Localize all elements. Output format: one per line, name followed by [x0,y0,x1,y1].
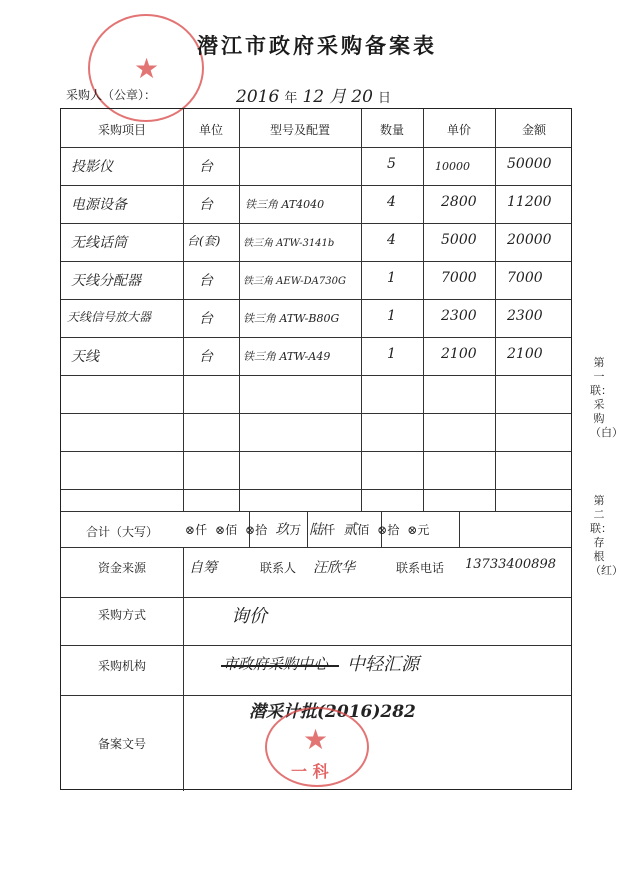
row-price: 5000 [441,232,477,248]
total-unit: 万 [289,523,302,537]
funding-value: 自筹 [189,560,217,576]
header-amount: 金额 [521,123,546,137]
row-model: 铁三角 ATW-A49 [243,350,331,363]
total-unit: 拾 [255,523,268,537]
row-price: 2300 [441,308,477,324]
row-item: 投影仪 [71,159,113,175]
filing-label: 备案文号 [97,737,146,751]
row-amount: 2100 [507,346,543,362]
date-month: 12 [302,87,325,107]
total-amount-words [185,519,429,539]
row-unit: 台 [199,159,213,175]
row-amount: 20000 [507,232,552,248]
date-month-unit: 月 [329,87,347,107]
row-amount: 2300 [507,308,543,324]
filing-number: 潜采计批(2016)282 [249,702,416,722]
method-label: 采购方式 [97,608,146,622]
strikethrough-line [221,665,339,667]
row-item: 天线 [71,349,99,365]
row-price: 2100 [441,346,477,362]
row-qty: 4 [387,232,396,248]
total-digit: ⊗ [185,523,196,537]
row-unit: 台 [199,349,213,365]
filing-form-table [60,108,572,790]
agency-struck-text: 市政府采购中心 [223,655,329,673]
date-year-unit: 年 [284,91,298,106]
row-qty: 1 [387,346,396,362]
row-unit: 台 [199,311,213,327]
row-qty: 1 [387,270,396,286]
date-day: 20 [351,87,373,107]
total-digit: 贰 [343,522,358,538]
row-amount: 7000 [507,270,543,286]
buyer-label: 采购人（公章）： [66,88,157,102]
contact-label: 联系人 [259,561,296,575]
date-day-unit: 日 [378,91,392,106]
total-unit: 佰 [357,523,370,537]
total-unit: 仟 [323,523,336,537]
method-value: 询价 [231,606,267,627]
copy-note-2: 第二联：存根（红） [590,494,623,577]
row-price: 2800 [441,194,477,210]
row-model: 铁三角 AEW-DA730G [243,276,346,287]
page-title: 潜江市政府采购备案表 [197,34,437,58]
row-price: 10000 [435,160,470,173]
contact-value: 汪欣华 [313,560,355,576]
row-qty: 4 [387,194,396,210]
row-amount: 11200 [507,194,552,210]
row-model: 铁三角 AT4040 [245,198,325,211]
total-unit: 仟 [195,523,208,537]
row-unit: 台 [199,197,213,213]
row-item: 天线信号放大器 [67,310,152,324]
phone-label: 联系电话 [395,561,444,575]
agency-value: 中轻汇源 [347,654,419,675]
total-digit: ⊗ [377,523,388,537]
row-model: 铁三角 ATW-B80G [243,312,340,325]
row-item: 无线话筒 [71,235,127,251]
row-qty: 5 [387,156,396,172]
row-unit: 台(套) [187,234,221,248]
header-model: 型号及配置 [269,123,330,137]
total-unit: 佰 [225,523,238,537]
header-item: 采购项目 [97,123,146,137]
phone-value: 13733400898 [465,557,556,572]
row-model: 铁三角 ATW-3141b [243,238,335,249]
copy-note-1: 第一联：采购（白） [590,356,623,439]
total-digit: ⊗ [407,523,418,537]
row-amount: 50000 [507,156,552,172]
date-year: 2016 [236,87,280,107]
total-unit: 拾 [387,523,400,537]
row-qty: 1 [387,308,396,324]
total-digit: ⊗ [245,523,256,537]
seal-star-icon: ★ [134,52,160,85]
office-seal-text: 一 科 [291,762,329,781]
office-seal-star-icon: ★ [303,723,329,756]
total-digit: 玖 [275,522,290,538]
header-unit: 单位 [198,123,223,137]
row-item: 天线分配器 [71,273,141,289]
agency-label: 采购机构 [97,659,146,673]
total-digit: ⊗ [215,523,226,537]
header-qty: 数量 [379,123,404,137]
total-label: 合计（大写） [85,525,158,539]
funding-label: 资金来源 [97,561,146,575]
row-item: 电源设备 [71,197,127,213]
header-price: 单价 [446,123,471,137]
row-unit: 台 [199,273,213,289]
total-digit: 陆 [309,522,324,538]
row-price: 7000 [441,270,477,286]
total-unit: 元 [417,523,430,537]
date-line [236,82,391,107]
